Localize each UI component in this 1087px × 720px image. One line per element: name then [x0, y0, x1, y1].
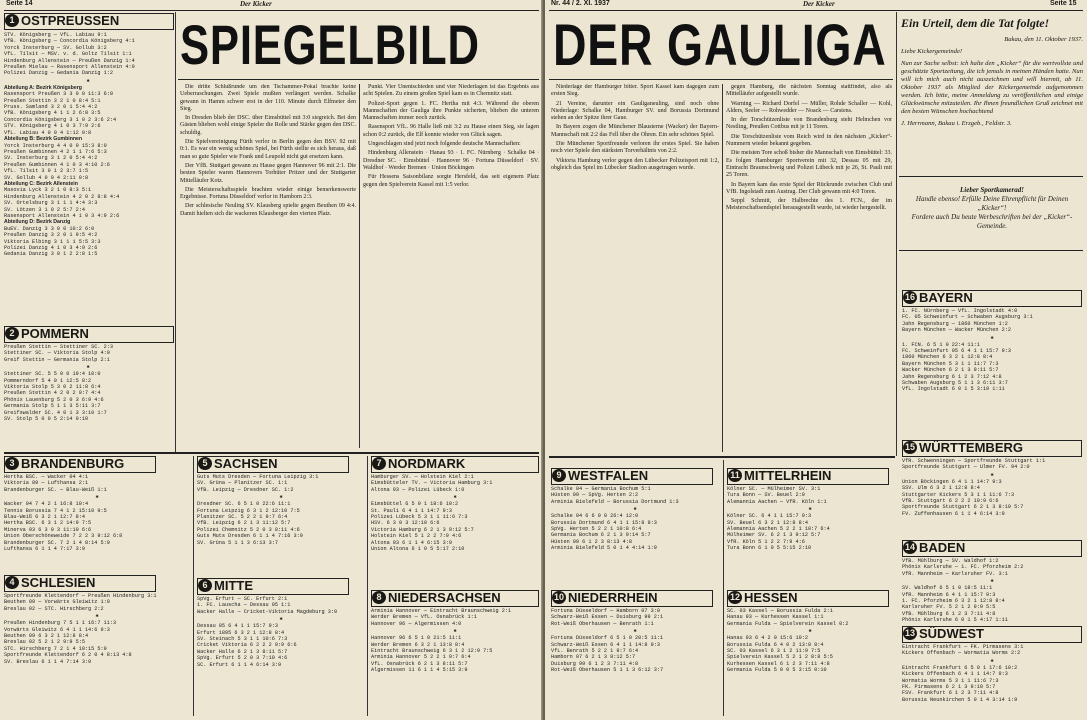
- result-line: 1. FCN. 6 5 1 0 22:4 11:1: [902, 341, 980, 348]
- result-line: Sportfreunde Klettendorf 6 2 0 4 8:13 4:8: [4, 652, 132, 659]
- result-line: Schwaben Augsburg 5 1 1 3 6:11 3:7: [902, 380, 1008, 387]
- result-line: SV. Ortelsburg 3 1 1 1 4:4 3:3: [4, 200, 98, 207]
- result-line: Viktoria Elbing 3 1 1 1 5:5 3:3: [4, 238, 101, 245]
- result-line: Preußen Gumbinnen 4 2 1 1 7:6 5:3: [4, 148, 107, 155]
- separator-star: ✱: [990, 334, 994, 341]
- separator-star: ✱: [453, 494, 457, 501]
- result-line: Werder Bremen 6 3 2 1 13:8 8:4: [371, 641, 465, 648]
- result-line: Preußen Danzig 3 2 0 1 9:5 4:2: [4, 232, 98, 239]
- result-line: VfL. Tilsit 3 0 1 2 3:7 1:5: [4, 168, 89, 175]
- hessen-results: [727, 608, 893, 714]
- result-line: SpVg. Herten 5 2 2 1 10:8 6:4: [551, 526, 642, 533]
- result-line: Pruss. Samland 3 2 0 1 5:4 4:2: [4, 104, 98, 111]
- section-niedersachsen: 8 NIEDERSACHSEN: [371, 590, 539, 607]
- result-line: Kickers Offenbach — Wormatia Worms 2:2: [902, 650, 1021, 657]
- result-line: Wacker Halle — Cricket-Viktoria Magdeburg 3:0: [197, 608, 338, 615]
- section-niederrhein: 10 NIEDERRHEIN: [551, 590, 713, 607]
- result-line: Hanau 93 — Kurhessen Kassel 1:1: [727, 614, 824, 621]
- result-line: FC. 05 Schweinfurt — Schwaben Augsburg 3:1: [902, 314, 1033, 321]
- article-paragraph: Die Torschützenliste vom Reich wird in den nächsten „Kicker“-Nummern wieder bekannt gegeben.: [726, 133, 892, 148]
- result-line: Germania Fulda — Spielverein Kassel 0:2: [727, 620, 849, 627]
- letter-title: Ein Urteil, dem die Tat folgte!: [901, 16, 1050, 30]
- group-title: Abteilung D: Bezirk Danzig: [4, 219, 71, 226]
- result-line: FSV. Frankfurt 6 1 2 3 7:11 4:8: [902, 690, 999, 697]
- result-line: SC. 03 Kassel — Borussia Fulda 2:1: [727, 608, 833, 614]
- result-line: Polizei Lübeck 5 3 1 1 11:6 7:3: [371, 514, 468, 521]
- result-line: Schalke 04 — Germania Bochum 5:1: [551, 486, 651, 492]
- result-line: Eintracht Frankfurt — FK. Pirmasens 3:1: [902, 644, 1024, 650]
- result-line: VfB. Königsberg 4 1 1 2 6:8 3:5: [4, 110, 101, 117]
- result-line: Duisburg 99 6 1 2 3 7:11 4:8: [551, 660, 639, 667]
- separator-star: ✱: [808, 506, 812, 513]
- result-line: Preußen Stettin 4 2 0 2 9:7 4:4: [4, 390, 101, 397]
- separator-star: ✱: [279, 616, 283, 623]
- result-line: Guts Muts Dresden 6 1 1 4 7:16 3:9: [197, 533, 303, 540]
- result-line: Altona 93 — Polizei Lübeck 1:0: [371, 486, 465, 493]
- result-line: Preußen Stettin — Stettiner SC. 2:3: [4, 344, 113, 350]
- article-paragraph: gegen Hamburg, die nächsten Sonntag stattfindet, also als Mittelläufer aufgestellt wurde.: [726, 84, 892, 98]
- result-line: 1. FC. Lauscha — Dessau 05 1:1: [197, 602, 291, 609]
- result-line: Eintracht Frankfurt 6 5 0 1 17:6 10:2: [902, 664, 1018, 671]
- result-line: Eimsbüttel 6 5 0 1 18:6 10:2: [371, 501, 459, 508]
- result-line: Arminia Hannover — Eintracht Braunschweig 2:1: [371, 608, 512, 614]
- left-page-number: Seite 14: [6, 0, 33, 7]
- bayern-results: [902, 308, 1082, 436]
- result-line: Union Oberschöneweide 7 2 2 3 9:12 6:8: [4, 533, 123, 540]
- result-line: Bayern München — Wacker München 2:2: [902, 327, 1011, 334]
- result-line: Wacker München 6 2 1 3 9:11 5:7: [902, 367, 999, 374]
- result-line: 1860 München 6 3 2 1 12:8 8:4: [902, 354, 993, 361]
- result-line: Brandenburger SC. — Blau-Weiß 1:1: [4, 486, 107, 493]
- result-line: SV. Grüna — Planitzer SC. 1:1: [197, 480, 288, 487]
- article-paragraph: Für Hessens Saisonbilanz sorgte Hersfeld, das seit eigenem Platz gegen den Spielverein Kassel mit 1:5 verlor.: [363, 174, 539, 188]
- sportkamerad-title: Lieber Sportkamerad!: [960, 186, 1024, 194]
- result-line: Beuthen 09 6 3 2 1 12:8 8:4: [4, 633, 89, 640]
- result-line: Lufthansa 6 1 1 4 7:17 3:9: [4, 546, 85, 553]
- section-nordmark: 7 NORDMARK: [371, 456, 539, 473]
- result-line: Polizei Danzig 4 1 0 3 4:9 2:6: [4, 245, 98, 251]
- separator-star: ✱: [808, 628, 812, 635]
- group-title: Abteilung B: Bezirk Gumbinnen: [4, 136, 83, 143]
- result-line: Stettiner SC. — Viktoria Stolp 4:0: [4, 350, 110, 357]
- result-line: Gedania Danzig 3 0 1 2 2:8 1:5: [4, 251, 98, 258]
- result-line: Hanau 93 6 4 2 0 15:6 10:2: [727, 635, 808, 642]
- separator-star: ✱: [279, 494, 283, 501]
- result-line: Hamborn 07 6 2 1 3 8:12 5:7: [551, 654, 636, 661]
- result-line: Tura Bonn 6 1 0 5 5:15 2:10: [727, 545, 812, 552]
- result-line: Preußen Hindenburg 7 5 1 1 16:7 11:3: [4, 620, 117, 627]
- result-line: Pommerndorf 5 4 0 1 12:5 8:2: [4, 377, 92, 384]
- result-line: Kölner SC. — Mülheimer SV. 3:1: [727, 486, 821, 492]
- result-line: VfR. Mannheim 6 4 1 1 15:7 9:3: [902, 591, 996, 598]
- result-line: SV. Gollub 4 0 0 4 2:11 0:8: [4, 174, 89, 181]
- result-line: SV. Steinach 5 3 1 1 10:6 7:3: [197, 636, 288, 643]
- sachsen-results: [197, 474, 365, 574]
- result-line: STV. Königsberg 4 1 0 3 7:9 2:6: [4, 123, 101, 130]
- mittelrhein-results: [727, 486, 893, 584]
- separator-star: ✱: [990, 471, 994, 478]
- result-line: Cricket Viktoria 6 2 2 2 9:9 6:6: [197, 642, 297, 649]
- result-line: Preußen Mielau — Rasensport Allenstein 4:0: [4, 64, 135, 71]
- result-line: Brandenburger SC. 7 2 1 4 8:14 5:9: [4, 539, 110, 546]
- result-line: Eintracht Braunschweig 6 3 1 2 12:9 7:5: [371, 648, 493, 655]
- result-line: Altona 93 6 1 1 4 6:15 3:9: [371, 539, 452, 546]
- article-paragraph: Die dritte Schlußrunde um den Tschammer-Pokal brachte keine Ueberraschungen. Zwei Spiele mußten verlängert werden. Schalke gewann in Hamm schwer erst in der 110. Minute durch Elfmeter den Sieg.: [180, 84, 356, 112]
- result-line: Phönix Lauenburg 5 2 0 3 6:9 4:6: [4, 396, 104, 403]
- result-line: Polizei Danzig — Gedania Danzig 1:2: [4, 70, 113, 77]
- article-paragraph: Hindenburg Allenstein · Hanau 93 · 1. FC. Nürnberg · Schalke 04 · Dresdner SC. · Eimsbüttel · Hannover 96 · Fortuna Düsseldorf · SV. Waldhof · Werder Bremen · Union Böckingen: [363, 150, 539, 171]
- result-line: Viktoria Stolp 5 3 0 2 11:8 6:4: [4, 384, 101, 391]
- result-line: SV. Waldhof 6 5 1 0 18:5 11:1: [902, 585, 993, 592]
- result-line: Preußen Gumbinnen 4 1 0 3 4:10 2:6: [4, 161, 110, 168]
- result-line: Fortuna Düsseldorf — Hamborn 07 3:0: [551, 608, 660, 614]
- westfalen-results: [551, 486, 719, 584]
- mitte-results: [197, 596, 365, 714]
- result-line: Beuthen 09 — Vorwärts Gleiwitz 1:0: [4, 599, 110, 606]
- article-paragraph: Niederlage der Hamburger bitter. Sport Kassel kam dagegen zum ersten Sieg.: [551, 84, 719, 98]
- result-line: SV. Grüna 5 1 1 3 6:13 3:7: [197, 539, 278, 546]
- suedwest-results: [902, 644, 1082, 716]
- issue-number: Nr. 44 / 2. XI. 1937: [551, 0, 610, 7]
- result-line: Wormatia Worms 5 3 1 1 11:6 7:3: [902, 677, 999, 684]
- article-paragraph: In der Torschützenliste von Brandenburg steht Helmchen vor Nestling, Preußen Cottbus mit je 11 Toren.: [726, 117, 892, 131]
- section-bayern: 16 BAYERN: [902, 290, 1082, 307]
- result-line: Breslau 02 — STC. Hirschberg 2:2: [4, 605, 104, 612]
- result-line: VfL. Benrath 5 2 2 1 9:7 6:4: [551, 648, 639, 655]
- result-line: SV. Insterburg 3 1 2 0 5:4 4:2: [4, 155, 98, 162]
- result-line: SV. Lötzen 3 1 0 2 5:7 2:4: [4, 206, 85, 213]
- result-line: Borussia Fulda 6 4 0 2 13:8 8:4: [727, 641, 824, 648]
- article-left-column: [180, 84, 356, 448]
- result-line: Jahn Regensburg 6 1 2 3 7:12 4:8: [902, 373, 1002, 380]
- article-paragraph: Der VfB. Stuttgart gewann zu Hause gegen Hannover 96 mit 2:1. Die besten Spieler waren Hannovers Torhüter Pritzer und der Stuttgarter Mittelläufer Kotz.: [180, 162, 356, 184]
- separator-star: ✱: [86, 77, 90, 84]
- baden-results: [902, 558, 1082, 622]
- result-line: SV. Stolp 5 0 0 5 2:14 0:10: [4, 416, 89, 423]
- brandenburg-results: [4, 474, 190, 570]
- result-line: Greif Stettin — Germania Stolp 2:1: [4, 356, 110, 363]
- result-line: Kickers Offenbach 6 4 1 1 14:7 9:3: [902, 671, 1008, 678]
- letter-salutation: Liebe Kickergemeinde!: [901, 48, 963, 55]
- result-line: Guts Muts Dresden — Fortuna Leipzig 3:1: [197, 474, 319, 480]
- article-paragraph: Rasensport VfL. 96 Halle ließ mit 3:2 zu Hause einen Sieg, sie lagen schon 0:2 zurück, die Elf konnte wieder von Glück sagen.: [363, 124, 539, 138]
- section-wuerttemberg: 15 WÜRTTEMBERG: [902, 440, 1082, 457]
- separator-star: ✱: [86, 364, 90, 371]
- left-page: [0, 0, 543, 720]
- result-line: Union Böckingen 6 4 1 1 14:7 9:3: [902, 478, 1002, 485]
- result-line: Greifswalder SC. 4 0 1 3 3:10 1:7: [4, 409, 107, 416]
- result-line: Hüsten 09 6 1 2 3 8:13 4:8: [551, 538, 632, 545]
- niedersachsen-results: [371, 608, 539, 714]
- result-line: HSV. 6 3 0 3 12:10 6:6: [371, 520, 440, 527]
- result-line: Sportfreunde Klettendorf — Preußen Hindenburg 3:1: [4, 593, 157, 599]
- sportkamerad-text: Handle ebenso! Erfülle Deine Ehrenpflicht für Deinen „Kicker“!: [915, 195, 1069, 212]
- section-hessen: 12 HESSEN: [727, 590, 889, 607]
- result-line: St. Pauli 6 4 1 1 14:7 9:3: [371, 507, 452, 514]
- article-paragraph: Punkt. Vier Unentschieden und vier Niederlagen ist das Ergebnis aus acht Spielen. Zu einem großen Spiel kam es in Chemnitz statt.: [363, 84, 539, 98]
- result-line: Fortuna Düsseldorf 6 5 1 0 20:5 11:1: [551, 635, 664, 642]
- article-paragraph: Die Spielvereinigung Fürth verlor in Berlin gegen den BSV. 92 mit 0:1. Es war ein wenig schönes Spiel, bei Fürth stellte es sich heraus, daß man so gute Spieler wie Frank und Leupold nicht gut ersetzen kann.: [180, 139, 356, 160]
- result-line: Kölner SC. 6 4 1 1 15:7 9:3: [727, 513, 812, 520]
- article-paragraph: 21 Vereine, darunter ein Gauliganeuling, sind noch ohne Niederlage: Schalke 04, Hamburger SV. und Borussia Dortmund stehen an der Spitze ihrer Gaue.: [551, 100, 719, 122]
- result-line: VfR. Köln 5 1 2 2 7:9 4:6: [727, 538, 805, 545]
- result-line: Bayern München 5 3 1 1 11:7 7:3: [902, 360, 999, 367]
- section-mitte: 6 MITTE: [197, 578, 349, 595]
- schlesien-results: [4, 593, 190, 713]
- result-line: Erfurt 1895 6 3 2 1 12:8 8:4: [197, 629, 285, 636]
- article-paragraph: Die Meisterschaftsspiele brachten wieder einige bemerkenswerte Ergebnisse. Fortuna Düsseldorf verlor in Hamborn 2:3.: [180, 186, 356, 201]
- result-line: VfB. Königsberg — Concordia Königsberg 4:1: [4, 38, 135, 45]
- result-line: Rot-Weiß Oberhausen — Benrath 1:1: [551, 620, 654, 627]
- article-paragraph: Die meisten Tore schoß bisher die Mannschaft von Eimsbüttel: 33. Es folgen Hamburger Sportverein mit 32, Dessau 05 mit 29, Eintracht Braunschweig und Polizei Lübeck mit je 26, St. Pauli mit 25 Toren.: [726, 150, 892, 179]
- result-line: Vorwärts Gleiwitz 6 4 1 1 14:6 9:3: [4, 626, 110, 633]
- result-line: Karlsruher FV. 5 2 1 2 9:9 5:5: [902, 604, 996, 611]
- article-paragraph: Die Münchener Sportfreunde verloren ihr erstes Spiel. Sie haben noch vier Spiele den stärksten Torverhältnis von 2:2.: [551, 141, 719, 155]
- separator-star: ✱: [990, 657, 994, 664]
- result-line: Tura Bonn — SV. Beuel 2:0: [727, 492, 805, 499]
- result-line: VfL. Labiau 4 0 0 4 1:12 0:8: [4, 129, 92, 136]
- result-line: Werder Bremen — VfL. Osnabrück 1:1: [371, 614, 477, 621]
- result-line: Hamburger SV. — Holstein Kiel 2:1: [371, 474, 474, 480]
- left-masthead: Der Kicker: [240, 0, 272, 8]
- letter-signature: J. Herrmann, Bakau i. Erzgeb., Feldstr. 3.: [901, 120, 1012, 127]
- result-line: Fortuna Leipzig 6 3 1 2 12:10 7:5: [197, 507, 300, 514]
- result-line: Yorck Insterburg 4 4 0 0 15:3 8:0: [4, 142, 107, 149]
- separator-star: ✱: [95, 613, 99, 620]
- separator-star: ✱: [633, 628, 637, 635]
- result-line: Rot-Weiß Oberhausen 5 1 1 3 6:12 3:7: [551, 667, 664, 674]
- article-paragraph: In Bayern kam das erste Spiel der Rückrunde zwischen Club und VfB. Ingolstadt zum Austrag. Der Club gewann mit 4:0 Toren.: [726, 181, 892, 195]
- section-suedwest: 13 SÜDWEST: [902, 626, 1082, 643]
- result-line: Hüsten 09 — SpVg. Herten 2:2: [551, 492, 639, 499]
- result-line: Breslau 02 5 2 1 2 9:9 5:5: [4, 639, 85, 646]
- group-title: Abteilung A: Bezirk Königsberg: [4, 84, 82, 91]
- result-line: Germania Bochum 6 2 1 3 9:14 5:7: [551, 532, 651, 539]
- result-line: Phönix Karlsruhe — 1. FC. Pforzheim 2:2: [902, 564, 1024, 571]
- result-line: VfB. Stuttgart 6 2 2 2 10:9 6:6: [902, 498, 999, 505]
- result-line: Wacker 04 7 4 2 1 16:8 10:4: [4, 501, 89, 508]
- group-title: Abteilung C: Bezirk Allenstein: [4, 180, 78, 187]
- result-line: Schwarz-Weiß Essen — Duisburg 99 2:1: [551, 614, 664, 621]
- result-line: Borussia Dortmund 6 4 1 1 15:8 9:3: [551, 519, 657, 526]
- result-line: Planitzer SC. 5 2 2 1 9:7 6:4: [197, 514, 288, 521]
- result-line: VfL. Osnabrück 6 2 1 3 8:11 5:7: [371, 660, 468, 667]
- result-line: Hertha BSC. 6 3 1 2 14:9 7:5: [4, 520, 92, 527]
- article-paragraph: In Dresden blieb der DSC. über Eimsbüttel mit 3:0 siegreich. Bei den Gästen blieben wohl einige Spieler die Rolle und Stärke gegen den DSC. schuldig.: [180, 115, 356, 136]
- ostpreussen-results: [4, 32, 172, 322]
- result-line: Dessau 05 6 4 1 1 15:7 9:3: [197, 623, 278, 630]
- section-pommern: 2 POMMERN: [4, 326, 174, 343]
- wuerttemberg-results: [902, 458, 1082, 536]
- section-ostpreussen: 1 OSTPREUSSEN: [4, 13, 174, 30]
- right-page-number: Seite 15: [1050, 0, 1077, 7]
- result-line: SSV. Ulm 6 3 2 1 12:8 8:4: [902, 485, 980, 492]
- sportkamerad-box: [901, 186, 1083, 231]
- result-line: Stettiner SC. 5 5 0 0 19:4 10:0: [4, 371, 101, 378]
- letter-place: Bakau, den 11. Oktober 1937.: [1004, 36, 1083, 43]
- result-line: Hannover 96 — Algermissen 4:0: [371, 620, 462, 627]
- result-line: SC. Erfurt 6 1 1 4 6:14 3:9: [197, 661, 282, 668]
- result-line: Rasensport Allenstein 4 1 0 3 4:9 2:6: [4, 212, 120, 219]
- right-page: [545, 0, 1087, 720]
- result-line: Union Altona 6 1 0 5 5:17 2:10: [371, 546, 465, 553]
- letter-body: Nun zur Sache selbst: ich halte den „Kicker“ für die wertvollste und geschätzte Sportzeitung, die ich jemals in meinen Händen hatte. Nun will ich mich auch nicht auszeichnen und will hiermit, ab 11. Oktober 1937 als Mitglied der Kickergemeinde aufgenommen werden. Ich bitte, meine Anmeldung zu veröffentlichen und einige Glückwünsche mitzuteilen. Ihr Ihnen freundlichen Gruß zeichnet mit den besten Wünschen hochachtend: [901, 60, 1083, 115]
- result-line: Masovia Lyck 3 2 1 0 8:3 5:1: [4, 187, 92, 194]
- separator-star: ✱: [95, 494, 99, 501]
- section-mittelrhein: 11 MITTELRHEIN: [727, 468, 889, 485]
- article-paragraph: Ungeschlagen sind jetzt noch folgende deutsche Mannschaften:: [368, 141, 521, 148]
- result-line: Wacker Halle 6 2 1 3 8:11 5:7: [197, 648, 288, 655]
- result-line: Alemannia Aachen — VfR. Köln 1:1: [727, 498, 827, 505]
- result-line: Alemannia Aachen 5 2 2 1 10:7 6:4: [727, 526, 830, 533]
- result-line: Concordia Königsberg 3 1 0 2 3:6 2:4: [4, 116, 117, 123]
- result-line: Rasensport Preußen 3 3 0 0 11:3 6:0: [4, 91, 113, 98]
- article-paragraph: Seppl Schmitt, der Halbrechte des 1. FCN., der im Meisterschaftsendspiel herausgestellt wurde, ist wieder hergestellt.: [726, 198, 892, 212]
- result-line: Spielverein Kassel 5 2 1 2 8:8 5:5: [727, 654, 833, 661]
- result-line: Tennis Borussia 7 4 1 2 15:10 9:5: [4, 507, 107, 514]
- separator-star: ✱: [453, 628, 457, 635]
- pommern-results: [4, 344, 172, 448]
- result-line: Phönix Karlsruhe 6 0 1 5 4:17 1:11: [902, 617, 1008, 622]
- result-line: Holstein Kiel 5 1 2 2 7:9 4:6: [371, 533, 462, 540]
- result-line: Mülheimer SV. 6 2 1 3 9:12 5:7: [727, 532, 821, 539]
- result-line: VfL. Ingolstadt 6 0 1 5 3:19 1:11: [902, 386, 1005, 393]
- sportkamerad-cta: Fordere auch Du heute Werbeschriften bei der „Kicker“-Gemeinde.: [911, 213, 1073, 230]
- result-line: STV. Königsberg — VfL. Labiau 9:1: [4, 32, 107, 38]
- result-line: VfB. Mühlburg 6 1 2 3 7:11 4:8: [902, 610, 996, 617]
- result-line: VfR. Schwenningen — Sportfreunde Stuttgart 1:1: [902, 458, 1046, 464]
- article-paragraph: Polizei-Sport gegen 1. FC. Hertha mit 4:3. Während die oberen Mannschaften der Gauliga ihre Punkte sicherten, blieben die unteren Mannschaften immer noch zurück.: [363, 100, 539, 122]
- result-line: Polizei Chemnitz 5 2 0 3 8:11 4:6: [197, 526, 300, 533]
- result-line: Blau-Weiß 6 3 2 1 12:7 8:4: [4, 514, 85, 521]
- article-paragraph: Viktoria Hamburg verlor gegen den Lübecker Polizeisport mit 1:2, obgleich das Spiel im Lübecker Stadion ausgetragen wurde.: [551, 157, 719, 171]
- result-line: Sportfreunde Stuttgart 6 2 1 3 8:10 5:7: [902, 504, 1024, 511]
- result-line: VfB. Leipzig 6 2 1 3 11:12 5:7: [197, 520, 291, 527]
- section-baden: 14 BADEN: [902, 540, 1082, 557]
- article-paragraph: In Bayern zogen die Münchener Blausterne (Wacker) der Bayern-Mannschaft mit 2:2 das Fell über die Ohren. Ein sehr schönes Spiel.: [551, 124, 719, 138]
- result-line: Sportfreunde Stuttgart — Ulmer FV. 94 2:0: [902, 464, 1030, 471]
- result-line: Jahn Regensburg — 1860 München 1:2: [902, 320, 1008, 327]
- result-line: BuEV. Danzig 3 3 0 0 10:2 6:0: [4, 225, 95, 232]
- result-line: Hindenburg Allenstein 4 2 0 2 8:8 4:4: [4, 193, 120, 200]
- result-line: SV. Beuel 6 3 2 1 12:8 8:4: [727, 519, 808, 526]
- result-line: Viktoria 89 — Lufthansa 2:1: [4, 480, 89, 487]
- result-line: Dresdner SC. 6 5 1 0 22:6 11:1: [197, 501, 291, 508]
- result-line: SpVg. Erfurt 5 2 0 3 7:10 4:6: [197, 655, 288, 662]
- result-line: Schwarz-Weiß Essen 6 4 1 1 14:8 9:3: [551, 641, 660, 648]
- result-line: Hannover 96 6 5 1 0 21:5 11:1: [371, 635, 462, 642]
- section-westfalen: 9 WESTFALEN: [551, 468, 713, 485]
- header-rule: [4, 10, 539, 11]
- result-line: Stuttgarter Kickers 5 3 1 1 11:6 7:3: [902, 491, 1015, 498]
- result-line: Arminia Hannover 5 2 2 1 9:7 6:4: [371, 654, 471, 661]
- result-line: SC. 03 Kassel 6 3 1 2 11:9 7:5: [727, 648, 821, 655]
- result-line: SV. Breslau 6 1 1 4 7:14 3:9: [4, 658, 92, 665]
- result-line: VfB. Leipzig — Dresdner SC. 1:2: [197, 486, 294, 493]
- article-paragraph: Warning — Richard Dorfel — Müller, Rohde Schaller — Kohl, Alders, Seeler — Rohwedder — Noack — Carstens.: [726, 100, 892, 114]
- result-line: Hindenburg Allenstein — Preußen Danzig 1:4: [4, 57, 135, 64]
- result-line: VfB. Mühlburg — SV. Waldhof 1:2: [902, 558, 999, 564]
- separator-star: ✱: [633, 506, 637, 513]
- article-right-column-b: [726, 84, 892, 452]
- result-line: 1. FC. Pforzheim 6 3 2 1 12:8 8:4: [902, 598, 1005, 605]
- result-line: SpVg. Erfurt — SC. Erfurt 2:1: [197, 596, 288, 602]
- headline-right: DER GAULIGA: [553, 13, 887, 78]
- right-masthead: Der Kicker: [803, 0, 835, 8]
- result-line: Preußen Stettin 3 2 1 0 8:4 5:1: [4, 97, 101, 104]
- result-line: Borussia Neunkirchen 5 0 1 4 3:14 1:9: [902, 696, 1018, 703]
- result-line: Schalke 04 6 6 0 0 26:4 12:0: [551, 513, 639, 520]
- result-line: Minerva 93 6 3 0 3 11:10 6:6: [4, 526, 92, 533]
- nordmark-results: [371, 474, 539, 580]
- result-line: Germania Stolp 5 1 1 3 5:11 3:7: [4, 403, 101, 410]
- result-line: Germania Fulda 5 0 0 5 3:15 0:10: [727, 667, 827, 674]
- result-line: Kurhessen Kassel 6 1 2 3 7:11 4:8: [727, 660, 830, 667]
- result-line: 1. FC. Nürnberg — VfL. Ingolstadt 4:0: [902, 308, 1018, 314]
- headline-left: SPIEGELBILD: [180, 13, 480, 76]
- article-paragraph: Der schlesische Neuling SV. Klausberg spielte gegen Beuthen 09 4:4. Damit hielten sich die wackeren Klausberger den vierten Platz.: [180, 203, 356, 217]
- result-line: Arminia Bielefeld — Borussia Dortmund 1:3: [551, 498, 679, 505]
- result-line: Hertha BSC. — Wacker 04 4:1: [4, 474, 89, 480]
- result-line: FK. Pirmasens 6 2 1 3 9:10 5:7: [902, 684, 996, 691]
- separator-star: ✱: [990, 578, 994, 585]
- result-line: VfL. Tilsit — MSV. v. d. Goltz Tilsit 1:1: [4, 51, 132, 58]
- section-schlesien: 4 SCHLESIEN: [4, 575, 156, 592]
- section-sachsen: 5 SACHSEN: [197, 456, 349, 473]
- result-line: Eimsbütteler TV. — Victoria Hamburg 3:1: [371, 480, 493, 487]
- section-brandenburg: 3 BRANDENBURG: [4, 456, 156, 473]
- result-line: FC. Schweinfurt 05 6 4 1 1 15:7 9:3: [902, 348, 1011, 355]
- result-line: Arminia Bielefeld 5 0 1 4 4:14 1:9: [551, 545, 657, 552]
- result-line: STC. Hirschberg 7 2 1 4 10:15 5:9: [4, 645, 107, 652]
- section-rule: [4, 452, 539, 454]
- result-line: FV. Zuffenhausen 6 1 1 4 6:14 3:9: [902, 510, 1005, 517]
- result-line: Algermissen 11 6 1 1 4 5:15 3:9: [371, 667, 468, 674]
- result-line: Victoria Hamburg 6 2 1 3 9:12 5:7: [371, 526, 474, 533]
- article-middle-column: [363, 84, 539, 448]
- article-right-column-a: [551, 84, 719, 452]
- result-line: VfR. Mannheim — Karlsruher FV. 3:1: [902, 570, 1008, 577]
- result-line: Yorck Insterburg — SV. Gollub 3:2: [4, 44, 107, 51]
- niederrhein-results: [551, 608, 719, 714]
